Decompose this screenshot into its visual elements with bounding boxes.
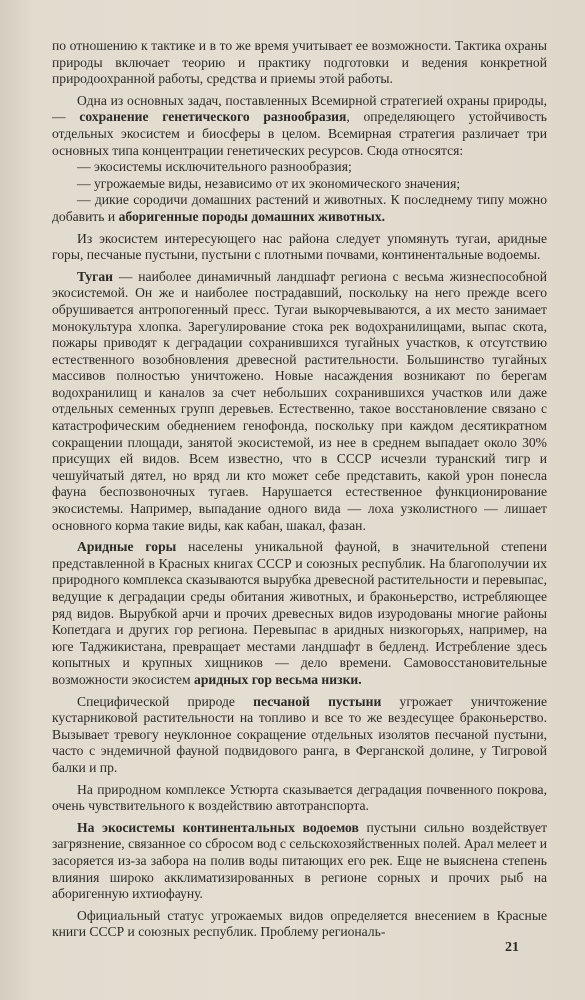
text-run: Из экосистем интересующего нас района следует упомянуть тугаи, аридные горы, песчаные пустыни, пустыни с плотными почвами, континентальные водоемы. [52, 230, 547, 263]
paragraph [52, 269, 547, 535]
bold-term: аридных гор весьма низки. [194, 671, 362, 687]
paragraph [52, 782, 547, 815]
text-run: Одна из основных задач, поставленных Всемирной стратегией охраны природы,— [52, 92, 547, 125]
bold-term: песчаной пустыни [253, 693, 382, 709]
text-run: На природном комплексе Устюрта сказывается деградация почвенного покрова, очень чувствительного к воздействию автотранспорта. [52, 781, 547, 814]
paragraph [52, 192, 547, 225]
bold-term: На экосистемы континентальных водоемов [77, 819, 359, 835]
text-run: — дикие сородичи домашних растений и животных. К последнему типу можно добавить и [52, 192, 547, 224]
bold-term: сохранение генетического разнообразия [79, 109, 347, 125]
text-run: — наиболее динамичный ландшафт региона с весьма жизнеспособной экосистемой. Он же и наиболее пострадавший, поскольку на него прежде всего обрушивается антропогенный пресс. Тугаи выкорчевываются, а их место занимает монокультура хлопка. Зарегулирование стока рек водохранилищами, выпас скота, пожары приводят к деградации сохранившихся тугайных участков, к отсутствию естественного возобновления древесной растительности. Большинство тугайных массивов полностью уничтожено. Новые насаждения возникают по берегам водохранилищ и каналов за счет небольших сохранившихся участков или даже отдельных семенных групп деревьев. Естественно, такое восстановление связано с катастрофическим обеднением генофонда, поскольку при каждом десятикратном сокращении площади, занятой экосистемой, из нее в среднем выпадает около 30% присущих ей видов. Всем известно, что в СССР исчезли туранский тигр и чешуйчатый дятел, но вряд ли кто может себе представить, какой урон понесла фауна беспозвоночных тугаев. Нарушается естественное функционирование экосистемы. Например, выпадание одного вида — лоха узколистного — лишает основного корма такие виды, как кабан, шакал, фазан. [52, 268, 547, 533]
text-run: Специфической природе [77, 693, 254, 709]
text-run: угрожает уничтожение кустарниковой растительности на топливо и все то же вездесущее браконьерство. Вызывает тревогу неуклонное сокращение отдельных изолятов песчаной пустыни, часто с эндемичной фауной подвидового ранга, в Ферганской долине, у Тигровой балки и пр. [52, 693, 548, 775]
bold-term: Аридные горы [77, 539, 177, 555]
text-run: — экосистемы исключительного разнообразия; [77, 159, 352, 175]
body-text [52, 38, 547, 941]
text-run: населены уникальной фауной, в значительной степени представленной в Красных книгах СССР и союзных республик. На благополучии их природного комплекса сказываются вырубка древесной растительности и перевыпас, ведущие к деградации среды обитания животных, и браконьерство, истребляющее ряд видов. Вырубкой арчи и прочих древесных видов изуродованы многие районы Копетдага и других гор региона. Перевыпас в аридных низкогорьях, например, на юге Таджикистана, превращает местами ландшафт в бедленд. Истребление здесь копытных и крупных хищников — дело времени. Самовосстановительные возможности экосистем [52, 539, 547, 687]
paragraph [52, 176, 547, 193]
paragraph [52, 231, 547, 264]
page-number: 21 [505, 940, 519, 955]
bold-term: Тугаи [77, 268, 113, 284]
paragraph [52, 820, 547, 903]
paragraph [52, 539, 547, 688]
paragraph [52, 694, 547, 777]
text-run: Официальный статус угрожаемых видов определяется внесением в Красные книги СССР и союзных республик. Проблему региональ- [52, 907, 547, 940]
paragraph [52, 93, 547, 159]
bold-term: аборигенные породы домашних животных. [118, 208, 385, 224]
text-run: , определяющего устойчивость отдельных экосистем и биосферы в целом. Всемирная стратегия различает три основных типа концентрации генетических ресурсов. Сюда относятся: [52, 109, 547, 158]
text-run: — угрожаемые виды, независимо от их экономического значения; [77, 175, 461, 191]
text-run: пустыни сильно воздействует загрязнение, связанное со сбросом вод с сельскохозяйственных полей. Арал мелеет и засоряется из-за забора на полив воды питающих его рек. Еще не выяснена степень влияния широко акклиматизированных в регионе сорных и прочих рыб на аборигенную ихтиофауну. [52, 819, 548, 902]
text-run: по отношению к тактике и в то же время учитывает ее возможности. Тактика охраны природы включает теорию и практику подготовки и ведения конкретной природоохранной работы, средства и приемы этой работы. [52, 38, 547, 87]
paragraph [52, 159, 547, 176]
paragraph [52, 38, 547, 88]
paragraph [52, 908, 547, 941]
